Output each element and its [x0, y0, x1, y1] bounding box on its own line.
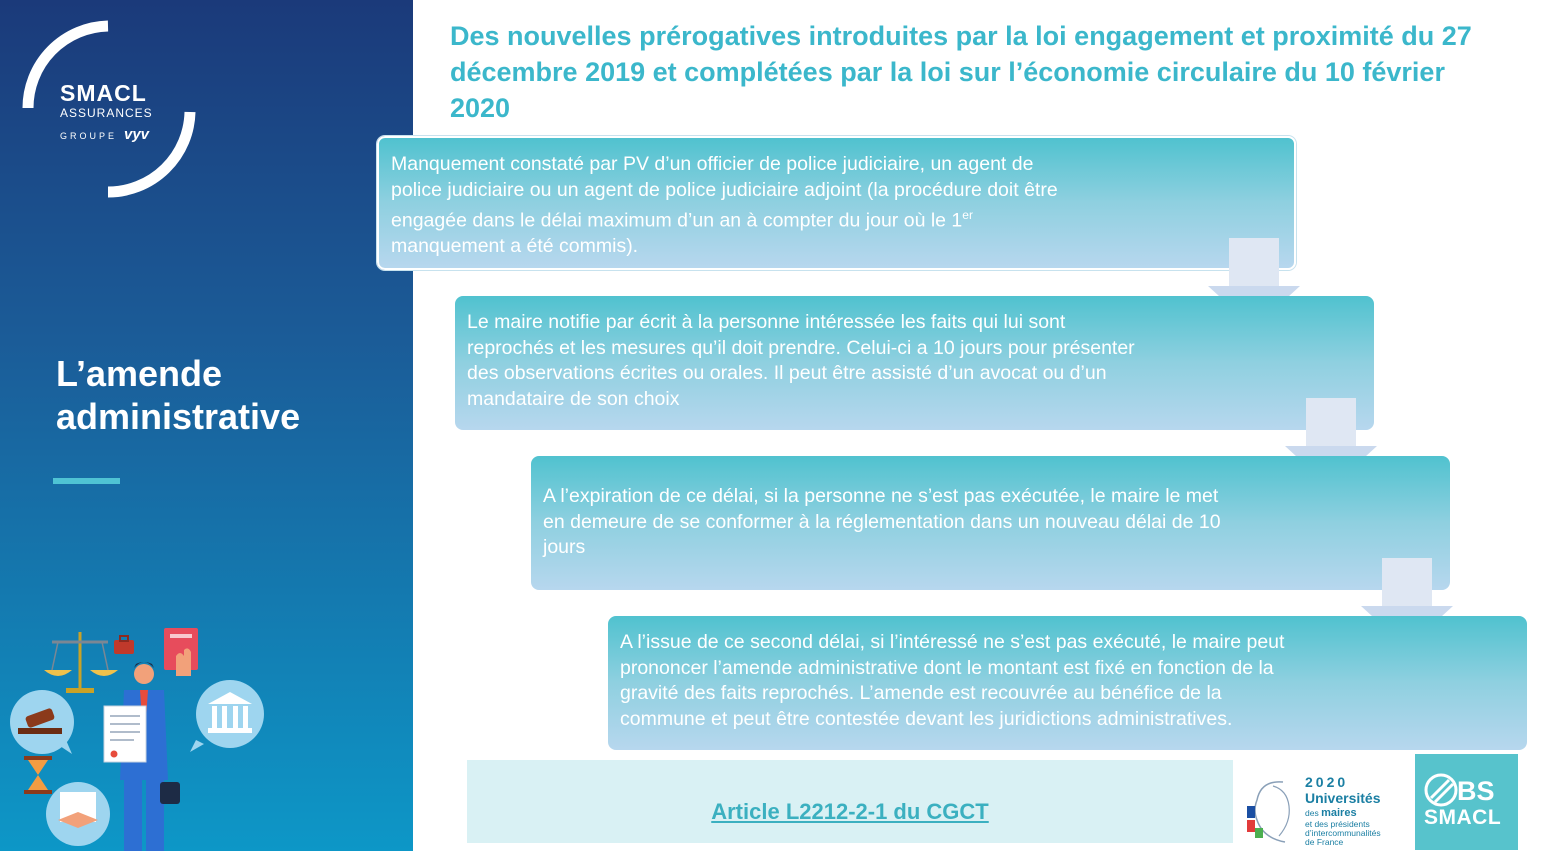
step-1-text: [391, 152, 1282, 260]
step-3-text: A l’expiration de ce délai, si la personne ne s’est pas exécutée, le maire le met en demeure de se conformer à la réglementation dans un nouveau délai de 10 jours: [543, 485, 1221, 558]
event-line-1-bold: maires: [1321, 807, 1357, 819]
section-title-line2: administrative: [56, 396, 301, 437]
bs-circle-icon: [1423, 772, 1459, 808]
page-headline: Des nouvelles prérogatives introduites par la loi engagement et proximité du 27 décembre 2019 et complétées par la loi sur l’économie circulaire du 10 février 2020: [450, 21, 1472, 123]
step-1-superscript: er: [962, 208, 973, 222]
event-line-3: d’intercommunalités: [1305, 828, 1381, 838]
step-card-4: [608, 616, 1527, 750]
brand-name: SMACL: [60, 80, 147, 106]
brand-subtitle: ASSURANCES: [60, 106, 153, 120]
scales-of-justice-icon: [44, 632, 118, 693]
justice-illustration: [0, 620, 300, 851]
step-2-text: Le maire notifie par écrit à la personne intéressée les faits qui lui sont reprochés et les mesures qu’il doit prendre. Celui-ci a 10 jours pour présenter des observations écrites ou orales. Il peut être assisté d’un avocat ou d’un mandataire de son choix: [467, 311, 1135, 410]
step-card-2: [455, 296, 1374, 430]
handshake-contract-icon: [46, 782, 110, 846]
step-4-text: A l’issue de ce second délai, si l’intéressé ne s’est pas exécuté, le maire peut prononcer l’amende administrative dont le montant est fixé en fonction de la gravité des faits reprochés. L’amende est recouvrée au bénéfice de la commune et peut être contestée devant les juridictions administratives.: [620, 631, 1285, 730]
step-card-3: [531, 456, 1450, 590]
hourglass-icon: [24, 756, 52, 794]
step-card-1: [377, 136, 1296, 270]
bs-logo-top: BS: [1457, 776, 1495, 806]
gavel-icon: [10, 690, 74, 754]
event-line-1: [1305, 808, 1357, 818]
section-title-line1: L’amende: [56, 353, 223, 394]
document-certificate-icon: [104, 706, 146, 762]
event-line-4: de France: [1305, 837, 1344, 847]
step-1-text-main: Manquement constaté par PV d’un officier de police judiciaire, un agent de police judiciaire ou un agent de police judiciaire adjoint (la procédure doit être engagée dans le délai maximum d’un an à compter du jour où le 1: [391, 153, 1058, 232]
section-title: [56, 352, 386, 438]
brand-group-name: vyv: [124, 126, 150, 143]
step-1-text-end: manquement a été commis).: [391, 235, 639, 257]
smacl-logo: [20, 20, 200, 200]
reference-box: [467, 760, 1233, 843]
marianne-profile-icon: [1243, 776, 1303, 846]
sidebar-panel: [0, 0, 413, 851]
briefcase-icon: [114, 636, 134, 654]
title-divider: [53, 478, 120, 484]
event-line-1-prefix: des: [1305, 808, 1319, 818]
event-title: Universités: [1305, 790, 1381, 806]
bs-logo-bottom: SMACL: [1424, 806, 1502, 829]
bs-smacl-logo: [1415, 754, 1518, 850]
event-line-2: et des présidents: [1305, 819, 1370, 829]
courthouse-icon: [190, 680, 264, 752]
event-year: 2020: [1305, 774, 1349, 790]
brand-groupe: GROUPE: [60, 131, 118, 141]
universites-maires-logo: [1243, 772, 1405, 846]
article-reference-link[interactable]: Article L2212-2-1 du CGCT: [711, 799, 989, 824]
